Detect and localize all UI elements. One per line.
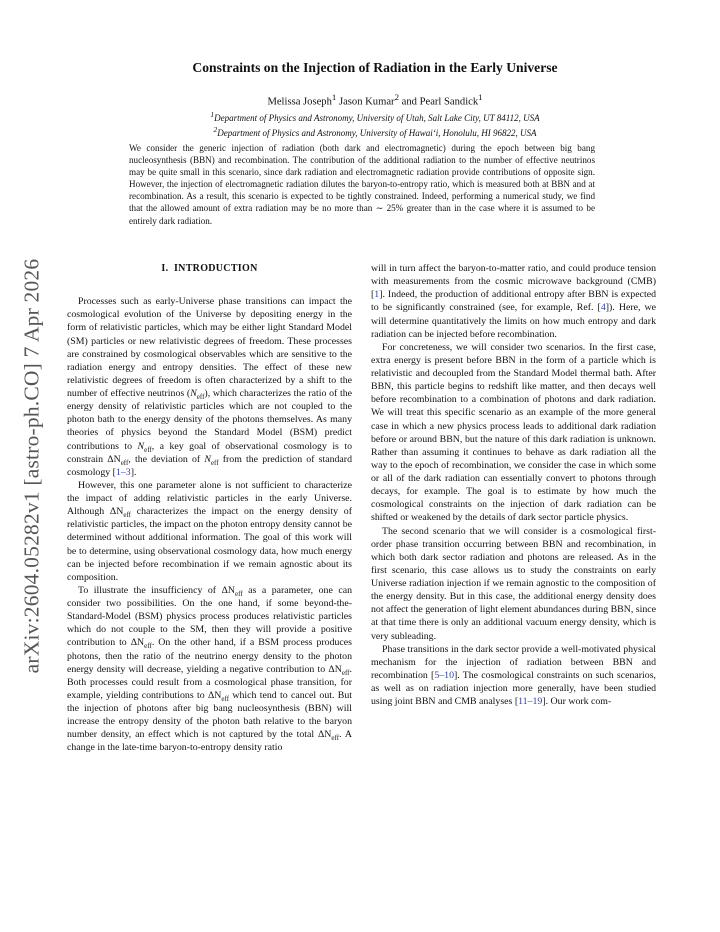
citation-link[interactable]: 5–10 (434, 669, 454, 681)
math-symbol: N (137, 440, 145, 452)
paper-title: Constraints on the Injection of Radiation in the Early Universe (192, 60, 558, 75)
math-symbol: ΔN (317, 729, 332, 741)
paragraph: To illustrate the insufficiency of $\Delta N_{eff}$ as a parameter, one can consider two possibilities. On the one hand, if some beyond-the-Standard-Model (BSM) physics process produces relativistic particles which do not couple to the SM, then they will provide a positive contribution to $\Delta N_{eff}$. On the other hand, if a BSM process produces photons, then the ratio of the neutrino energy density to the photon energy density will decrease, yielding a negative contribution to $\Delta N_{eff}$. Both processes could result from a cosmological phase transition, for example, yielding contributions to $\Delta N_{eff}$ which tend to cancel out. But the injection of photons after big bang nucleosynthesis (BBN) will increase the entropy density of the photon bath relative to the baryon number density, an effect which is not captured by the total $\Delta N_{eff}$. A change in the late-time baryon-to-entropy density ratio (67, 584, 352, 754)
paragraph: will in turn affect the baryon-to-matter ratio, and could produce tension with measurements from the cosmic microwave background (CMB) [1]. Indeed, the production of additional entropy after BBN is expected to be significantly constrained (see, for example, Ref. [4]). Here, we will determine quantitatively the limits on how much entropy and dark radiation can be injected before recombination. (371, 263, 656, 340)
affiliations (90, 109, 660, 139)
math-symbol: ΔN (130, 637, 145, 649)
author-name: Pearl Sandick (419, 96, 479, 108)
section-heading: I. INTRODUCTION (161, 263, 258, 274)
author-name: Melissa Joseph (267, 96, 332, 108)
math-symbol: ΔN (107, 453, 121, 465)
abstract: We consider the generic injection of radiation (both dark and electromagnetic) during the epoch between big bang nucleosynthesis (BBN) and recombination. The contribution of the additional radiation to the number of effective neutrinos may be quite small in this scenario, since dark radiation and electromagnetic radiation provide contributions of opposite sign. However, the injection of electromagnetic radiation dilutes the baryon-to-entropy ratio, which is measured both at BBN and at recombination. As a result, this scenario is expected to be tightly constrained. Indeed, performing a numerical study, we find that the allowed amount of extra radiation may be no more than ∼ 25% greater than in the case where it is assumed to be entirely dark radiation. (129, 143, 595, 226)
paragraph: Phase transitions in the dark sector provide a well-motivated physical mechanism for the injection of radiation between BBN and recombination [5–10]. The cosmological constraints on such scenarios, as well as on radiation injection more generally, have been studied using joint BBN and CMB analyses [11–19]. Our work com- (371, 643, 656, 708)
citation-link[interactable]: 1–3 (115, 466, 131, 478)
citation-link[interactable]: 4 (600, 302, 606, 314)
paragraph: However, this one parameter alone is not sufficient to characterize the impact of adding relativistic particles in the early Universe. Although $\Delta N_{eff}$ characterizes the impact on the energy density of relativistic particles, the impact on the photon entropy density cannot be determined without additional information. The goal of this work will be to determine, using observational cosmology data, how much energy can be injected before recombination if we remain agnostic about its composition. (67, 479, 352, 583)
math-symbol: ΔN (109, 506, 124, 518)
affiliation: $^1$Department of Physics and Astronomy, University of Utah, Salt Lake City, UT 84112, USA (210, 110, 540, 123)
paragraph: Processes such as early-Universe phase transitions can impact the cosmological evolution of the Universe by depositing energy in the form of relativistic particles, which may be either light Standard Model (SM) particles or new relativistic degrees of freedom. These processes are constrained by cosmological observables which are sensitive to the radiation energy and entropy densities. The effect of these new relativistic degrees of freedom is often characterized by a shift to the number of effective neutrinos $(N_{eff})$, which characterizes the ratio of the energy density of relativistic particles which are not coupled to the photon bath to the energy density of the photons themselves. As many theories of physics beyond the Standard Model (BSM) predict contributions to $N_{eff}$, a key goal of observational cosmology is to constrain $\Delta N_{eff}$, the deviation of $N_{eff}$ from the prediction of standard cosmology [1–3]. (67, 296, 352, 478)
math-symbol: N (190, 388, 197, 399)
citation-link[interactable]: 11–19 (518, 696, 543, 708)
right-column (371, 262, 656, 708)
math-symbol: ΔN (207, 689, 222, 701)
citation-link[interactable]: 1 (374, 289, 380, 301)
affiliation: $^2$Department of Physics and Astronomy, University of Hawai‘i, Honolulu, HI 96822, USA (213, 125, 537, 138)
math-symbol: ΔN (221, 584, 236, 596)
paragraph: The second scenario that we will consider is a cosmological first-order phase transition occurring between BBN and recombination, in which both dark sector radiation and photons are released. As in the first scenario, this case allows us to study the constraints on early Universe radiation injection if we remain agnostic to the composition of the energy density. But in this case, the additional energy density does not affect the generation of light element abundances during BBN, since at that time there is only an additional vacuum energy density, which is very subleading. (371, 525, 656, 642)
paragraph: For concreteness, we will consider two scenarios. In the first case, extra energy is present before BBN in the form of a particle which is relativistic and decoupled from the Standard Model thermal bath. After BBN, this particle begins to redshift like matter, and then decays well before recombination to a combination of photons and dark radiation. We will treat this specific scenario as an example of the more general case in which a new physics process leads to additional dark radiation before or around BBN, but the nature of this dark radiation is unknown. Rather than assuming it continues to behave as dark radiation all the way to the epoch of recombination, we consider the case in which some or all of the dark radiation can essentially convert to photons through decays, for example. The goal is to estimate by how much the cosmological constraints on the injection of dark radiation can be shifted or weakened by the details of dark sector particle physics. (371, 341, 656, 524)
math-symbol: N (204, 453, 211, 465)
arxiv-stamp: arXiv:2604.05282v1 [astro-ph.CO] 7 Apr 2026 (19, 258, 44, 674)
left-column (67, 262, 352, 755)
author-name: Jason Kumar (338, 96, 395, 108)
math-symbol: ΔN (328, 663, 342, 675)
author-list: Melissa Joseph$^1$ Jason Kumar$^2$ and Pearl Sandick$^1$ (267, 92, 483, 108)
